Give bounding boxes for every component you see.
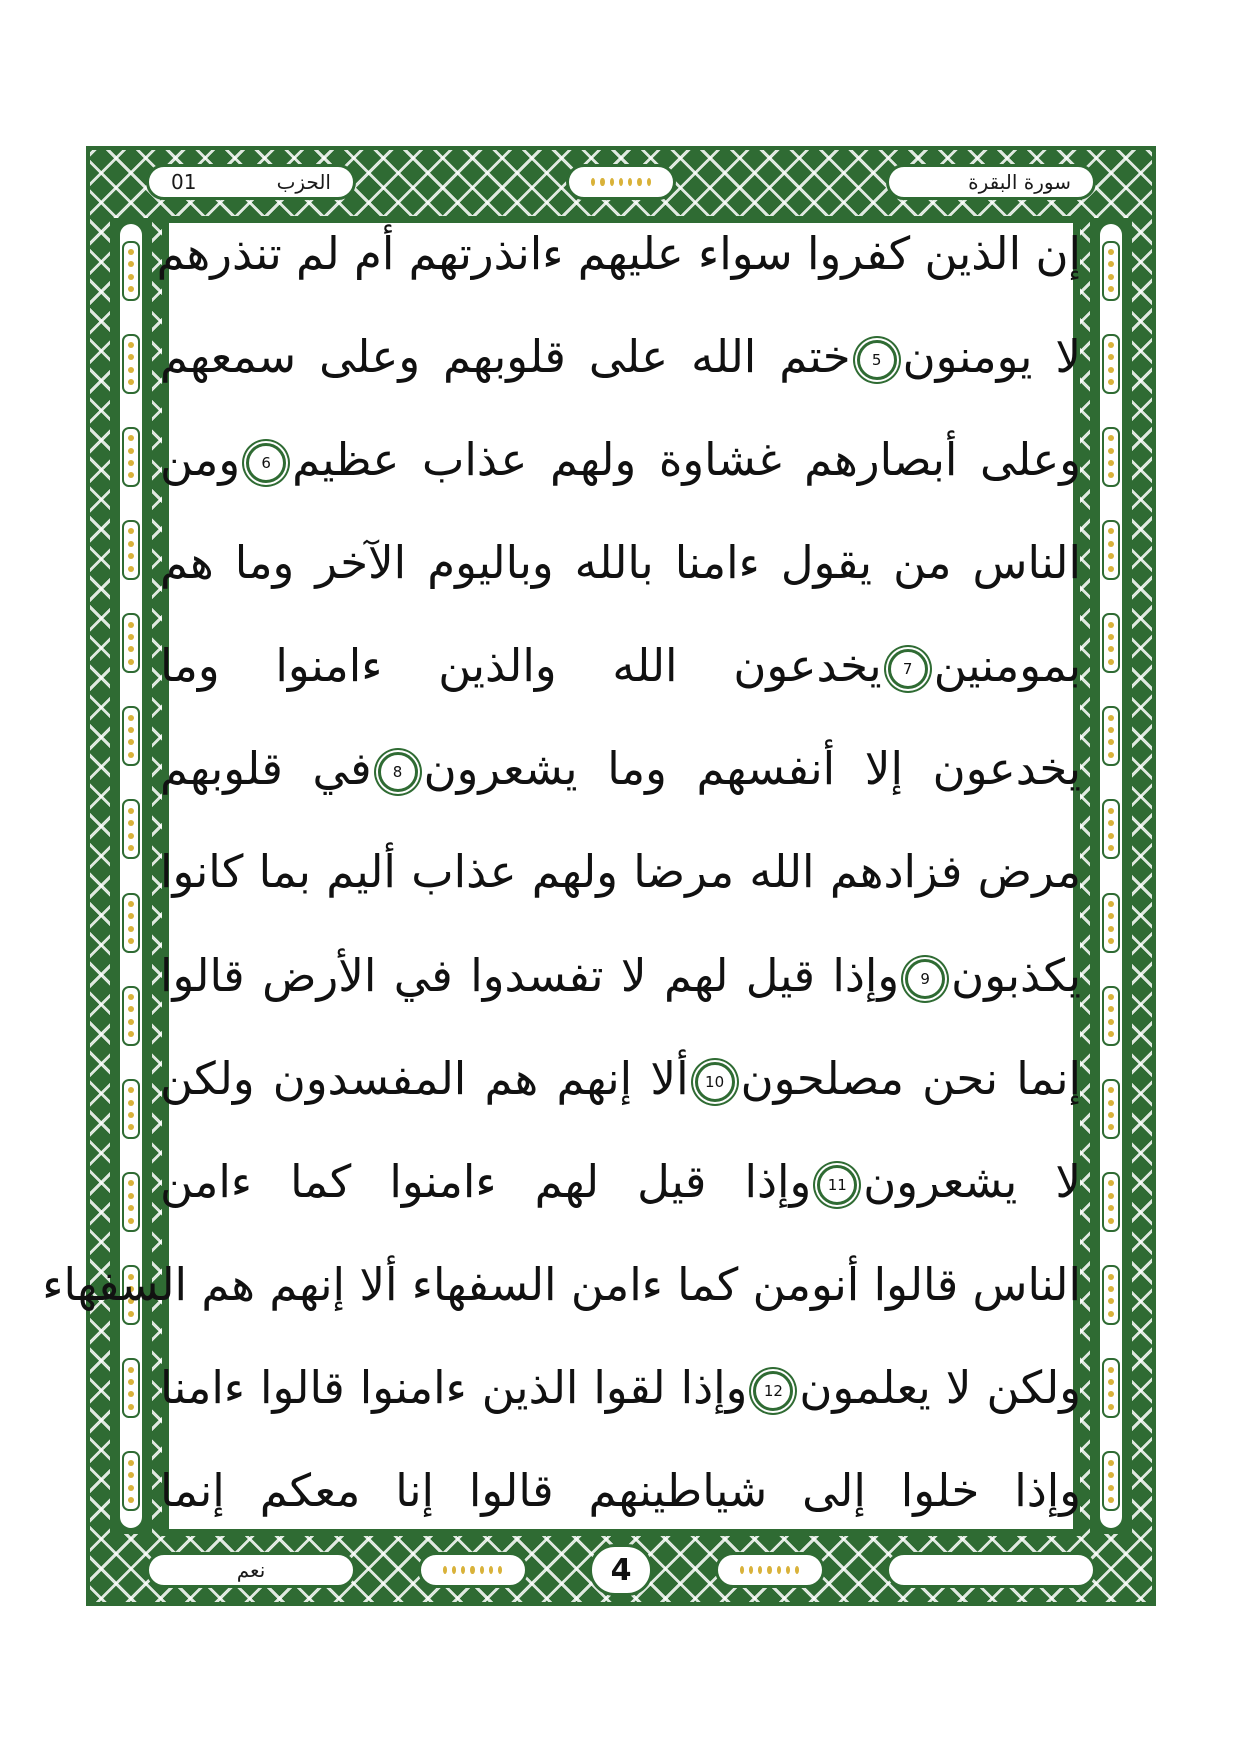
header-dots-ornament [566,164,676,200]
ayah-number-marker: 10 [695,1062,735,1102]
verse-text: الناس من يقول ءامنا بالله وباليوم الآخر وما هم [160,536,1081,590]
ornament-capsule [122,1079,140,1139]
ornament-capsule [1102,520,1120,580]
text-line [160,1035,1081,1123]
ornament-capsule [1102,1358,1120,1418]
catchword: نعم [236,1558,266,1582]
ornament-capsule [122,706,140,766]
verse-text: وإذا لقوا الذين ءامنوا قالوا ءامنا [160,1360,748,1414]
ornament-capsule [1102,334,1120,394]
verse-text: إن الذين كفروا سواء عليهم ءانذرتهم أم لم تنذرهم [156,227,1081,280]
verse-text: الناس قالوا أنومن كما ءامن السفهاء ألا إنهم هم السفهاء [42,1257,1081,1311]
ornament-capsule [122,1172,140,1232]
ornament-capsule [122,893,140,953]
surah-name: سورة البقرة [968,170,1071,194]
ornament-capsule [1102,1172,1120,1232]
ayah-number-marker: 7 [888,649,928,689]
ornament-capsule [122,520,140,580]
verse-text: يكذبون [951,948,1081,1002]
verse-text: ختم الله على قلوبهم وعلى سمعهم [160,330,851,384]
quran-text-body [42,210,1082,1535]
text-line [160,416,1081,504]
surah-name-box [886,164,1096,200]
text-line [156,210,1081,298]
ayah-number-marker: 11 [817,1165,857,1205]
text-line [160,1344,1081,1432]
text-line [160,725,1081,813]
hizb-label: الحزب [276,170,331,194]
ornament-capsule [1102,1265,1120,1325]
verse-text: إنما نحن مصلحون [740,1051,1081,1105]
verse-text: في قلوبهم [160,742,372,796]
verse-text: يخدعون الله والذين ءامنوا وما [160,639,882,693]
verse-text: وإذا قيل لهم ءامنوا كما ءامن [160,1154,812,1208]
ornament-capsule [1102,706,1120,766]
text-line [160,519,1081,607]
text-line [42,1241,1081,1329]
ornament-capsule [1102,427,1120,487]
text-line [160,932,1081,1020]
verse-text: ألا إنهم هم المفسدون ولكن [160,1051,689,1105]
text-line [160,622,1081,710]
left-ornament-column [110,218,152,1534]
ayah-number-marker: 6 [246,443,286,483]
ayah-number-marker: 12 [753,1371,793,1411]
ayah-number-marker: 9 [905,959,945,999]
ornament-capsule [122,799,140,859]
text-line [160,1138,1081,1226]
right-ornament-column [1090,218,1132,1534]
verse-text: مرض فزادهم الله مرضا ولهم عذاب أليم بما كانوا [160,845,1081,899]
ornament-capsule [1102,241,1120,301]
page-number: 4 [610,1552,632,1588]
text-line [160,828,1081,916]
verse-text: لا يومنون [902,330,1081,384]
verse-text: وإذا خلوا إلى شياطينهم قالوا إنا معكم إنما [160,1463,1081,1517]
ornament-capsule [1102,1451,1120,1511]
ornament-capsule [1102,613,1120,673]
footer-dots-ornament-left [418,1552,528,1588]
ornament-capsule [122,1451,140,1511]
ornament-capsule [122,986,140,1046]
page-number-badge [589,1544,653,1596]
hizb-indicator [146,164,356,200]
text-line [160,313,1081,401]
verse-text: بمومنين [933,639,1081,693]
ornament-capsule [1102,986,1120,1046]
footer-blank-box [886,1552,1096,1588]
catchword-box [146,1552,356,1588]
text-line [160,1447,1081,1535]
ornament-capsule [122,427,140,487]
page-header [146,160,1096,204]
verse-text: ولكن لا يعلمون [799,1360,1081,1414]
verse-text: لا يشعرون [863,1154,1082,1208]
verse-text: وإذا قيل لهم لا تفسدوا في الأرض قالوا [160,948,900,1002]
ayah-number-marker: 8 [378,752,418,792]
hizb-number: 01 [171,170,197,194]
ornament-capsule [1102,893,1120,953]
verse-text: وعلى أبصارهم غشاوة ولهم عذاب عظيم [292,433,1081,487]
verse-text: يخدعون إلا أنفسهم وما يشعرون [423,742,1081,796]
ornament-capsule [122,334,140,394]
ayah-number-marker: 5 [857,340,897,380]
page-footer [146,1548,1096,1592]
ornament-capsule [1102,1079,1120,1139]
ornament-capsule [122,613,140,673]
verse-text: ومن [160,433,241,487]
ornament-capsule [122,1358,140,1418]
ornament-capsule [122,241,140,301]
ornament-capsule [1102,799,1120,859]
footer-dots-ornament-right [715,1552,825,1588]
